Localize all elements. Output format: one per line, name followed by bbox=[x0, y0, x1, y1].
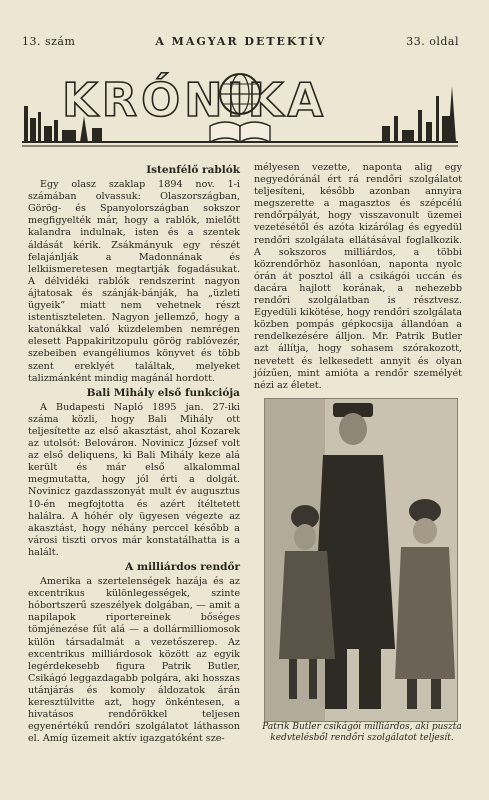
kronika-banner bbox=[22, 56, 458, 156]
banner-title: KRÓNIKA bbox=[62, 73, 328, 127]
publication-title: A MAGYAR DETEKTÍV bbox=[155, 35, 327, 48]
article-text-2: A Budapesti Napló 1895 jan. 27-iki száma közli, hogy Bali Mihály ott teljesítette az első akasztást, ahol Kozarek az utolsót: Belovárон. Novinicz József volt az első deliquens, ki Bali Mihály keze alá került és már első alkalommal megmutatta, hogy jól érti a dolgát. Novinicz gazdasszonyát mult év augusztus 10-én megfojtotta és azért ítéltetett halálra. A hóhér oly ügyesen végezte az akasztást, hogy néhány perccel később a városi tiszti orvos már konstatálhatta is a halált. bbox=[28, 401, 240, 558]
left-column bbox=[28, 162, 240, 745]
issue-number: 13. szám bbox=[22, 35, 76, 48]
article-heading-3: A milliárdos rendőr bbox=[125, 561, 240, 573]
photo-illustration bbox=[265, 399, 457, 721]
article-heading-1: Istenfélő rablók bbox=[146, 164, 240, 176]
article-text-3-continued: mélyesen vezette, naponta alig egy negyedóránál ért rá rendőri szolgálatot teljesíteni, később azonban annyira megszerette a magasztos és szépcélú rendőrpályát, hogy visszavonult üzemei vezetésétől és azóta kizárólag és egyedül rendőri szolgálata ellátásával foglalkozik. A sokszoros milliárdos, a többi közrendőrhöz hasonlóan, naponta nyolc órán át posztol áll a csikágói uccán és dacára hajlott korának, a nehezebb rendőri szolgálatban is résztvesz. Egyedüli kikötése, hogy rendőri szolgálata közben pompás gépkocsija állandóan a rendelkezésére álljon. Mr. Patrik Butler azt állítja, hogy sohasem szórakozott, nevetett és lelkesedett annyit és olyan jóízűen, mint amióta a rendőr személyét nézi az életet. bbox=[254, 162, 462, 391]
article-text-3: Amerika a szertelenségek hazája és az excentrikus különlegességek, szinte hóbortszerű szeszélyek dolgában, — amit a napilapok riportereinek bőséges tömjénezése fűt alá — a dollármilliomosok külön társadalmát a vezetőszerep. Az excentrikus milliárdosok között az egyik legérdekesebb figura Patrik Butler, Csikágó leggazdagabb polgára, aki hosszas utánjárás és komoly áldozatok árán keresztülvitte azt, hogy önkéntesen, a hivatásos rendőrökkel teljesen egyenértékű rendőri szolgálatot láthasson el. Amíg üzemeit aktív igazgatóként sze- bbox=[28, 576, 240, 745]
photo-patrik-butler bbox=[264, 398, 458, 722]
photo-caption: Patrik Butler csikágói milliárdos, aki puszta kedvtelésből rendőri szolgálatot teljesít. bbox=[262, 722, 462, 743]
article-heading-2: Bali Mihály első funkciója bbox=[86, 386, 240, 399]
skyline-right-illustration bbox=[382, 86, 456, 142]
right-column bbox=[254, 162, 462, 392]
article-text-1: Egy olasz szaklap 1894 nov. 1-i számában olvassuk: Olaszországban, Görög- és Spanyolországban sokszor megfigyelték már, hogy a rablók, mielőtt kalandra indulnak, isten és a szentek áldását kérik. Zsákmányuk egy részét felajánlják a Madonnának és lelkiismeretesen megtartják fogadásukat. A délvidéki rablók rendszerint nagyon ájtatosak és szánják-bánják, ha „üzleti ügyeik” miatt nem vehetnek részt istentiszteleten. Nagyon jellemző, hogy a katonákkal való küzdelemben nemrégen elesett Pappakiritzopulu görög rablóvezér, szebeiben evangéliumos könyvet és több szent ereklyét találtak, melyeket talizmánként mindig magánál hordott. bbox=[28, 179, 240, 384]
page-header bbox=[22, 35, 459, 48]
page-number: 33. oldal bbox=[406, 35, 459, 48]
